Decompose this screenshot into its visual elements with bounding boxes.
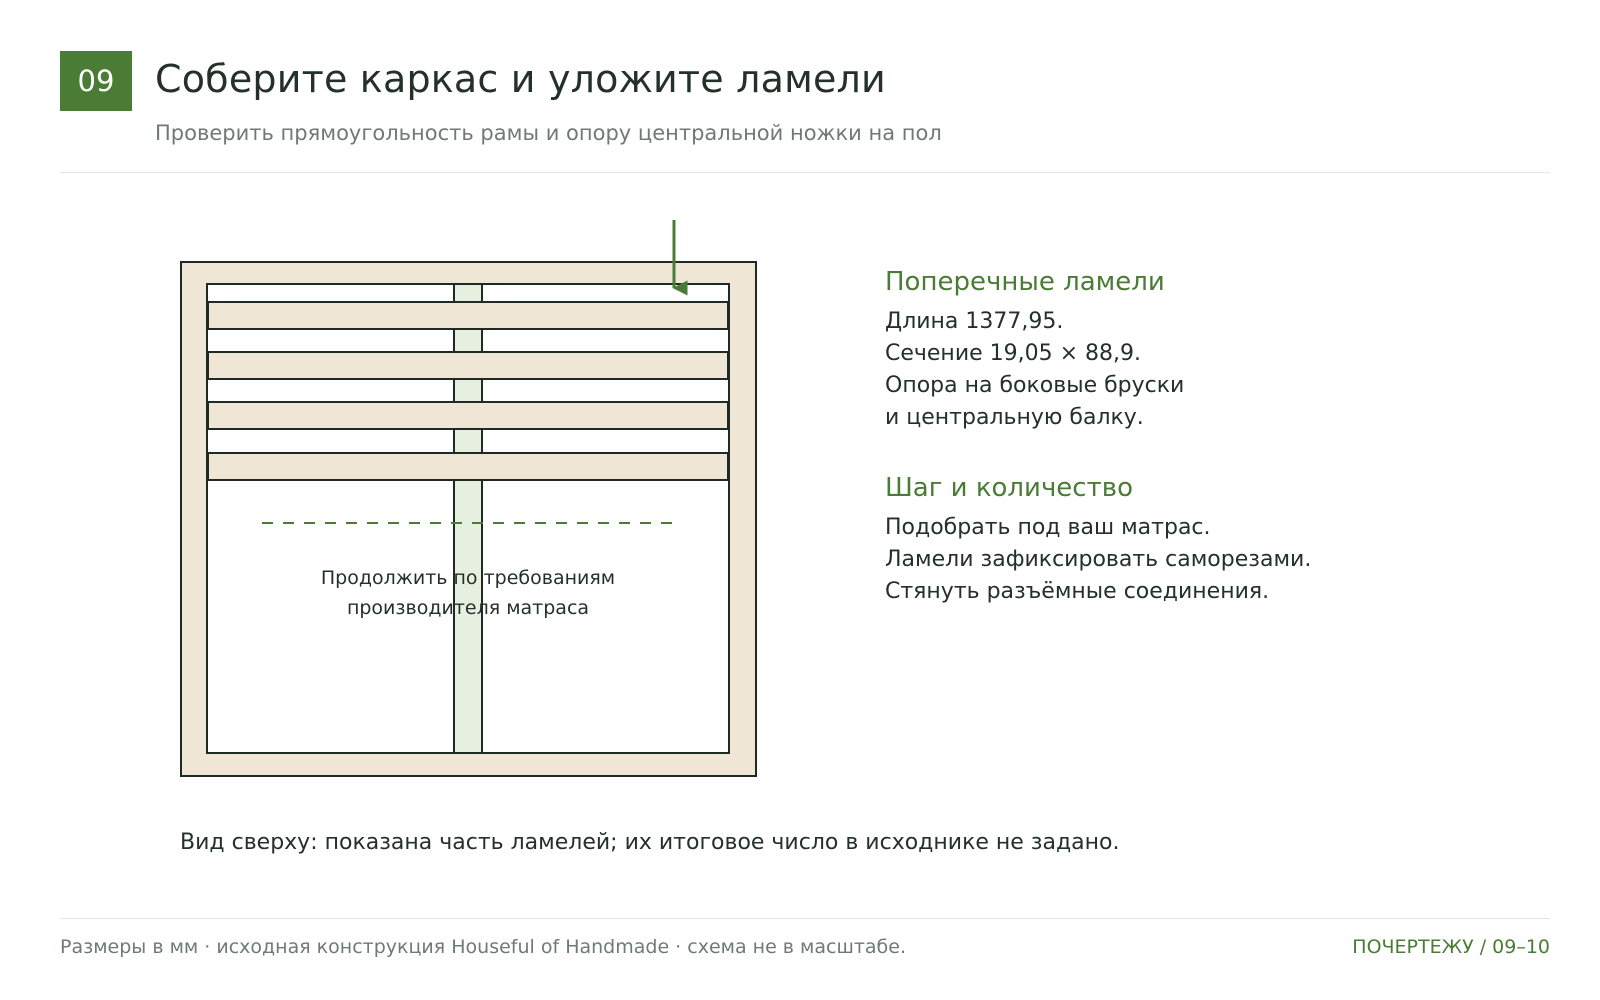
- notes-panel: [885, 262, 1545, 642]
- footer-reference: ПОЧЕРТЕЖУ / 09–10: [1352, 936, 1550, 958]
- note-line: Длина 1377,95.: [885, 309, 1064, 334]
- note-block-spacing: [885, 468, 1545, 608]
- slat: [208, 352, 728, 379]
- footer-divider: [60, 918, 1550, 919]
- slat: [208, 402, 728, 429]
- note-line: Стянуть разъёмные соединения.: [885, 579, 1270, 604]
- diagram-note-line-2: производителя матраса: [346, 597, 590, 619]
- page-title: Соберите каркас и уложите ламели: [155, 57, 886, 101]
- note-line: Опора на боковые бруски: [885, 373, 1185, 398]
- diagram-note-line-1: Продолжить по требованиям: [320, 567, 616, 589]
- step-number-badge: 09: [60, 51, 132, 111]
- footer-note: Размеры в мм · исходная конструкция Houseful of Handmade · схема не в масштабе.: [60, 936, 907, 958]
- slat: [208, 453, 728, 480]
- note-line: Сечение 19,05 × 88,9.: [885, 341, 1142, 366]
- note-heading: Поперечные ламели: [885, 267, 1165, 297]
- page-subtitle: Проверить прямоугольность рамы и опору центральной ножки на пол: [155, 121, 942, 145]
- note-line: Ламели зафиксировать саморезами.: [885, 547, 1312, 572]
- note-block-slats: [885, 262, 1545, 434]
- note-line: и центральную балку.: [885, 405, 1144, 430]
- note-line: Подобрать под ваш матрас.: [885, 515, 1211, 540]
- slat: [208, 302, 728, 329]
- note-heading: Шаг и количество: [885, 473, 1133, 503]
- diagram-caption: Вид сверху: показана часть ламелей; их итоговое число в исходнике не задано.: [180, 830, 1120, 855]
